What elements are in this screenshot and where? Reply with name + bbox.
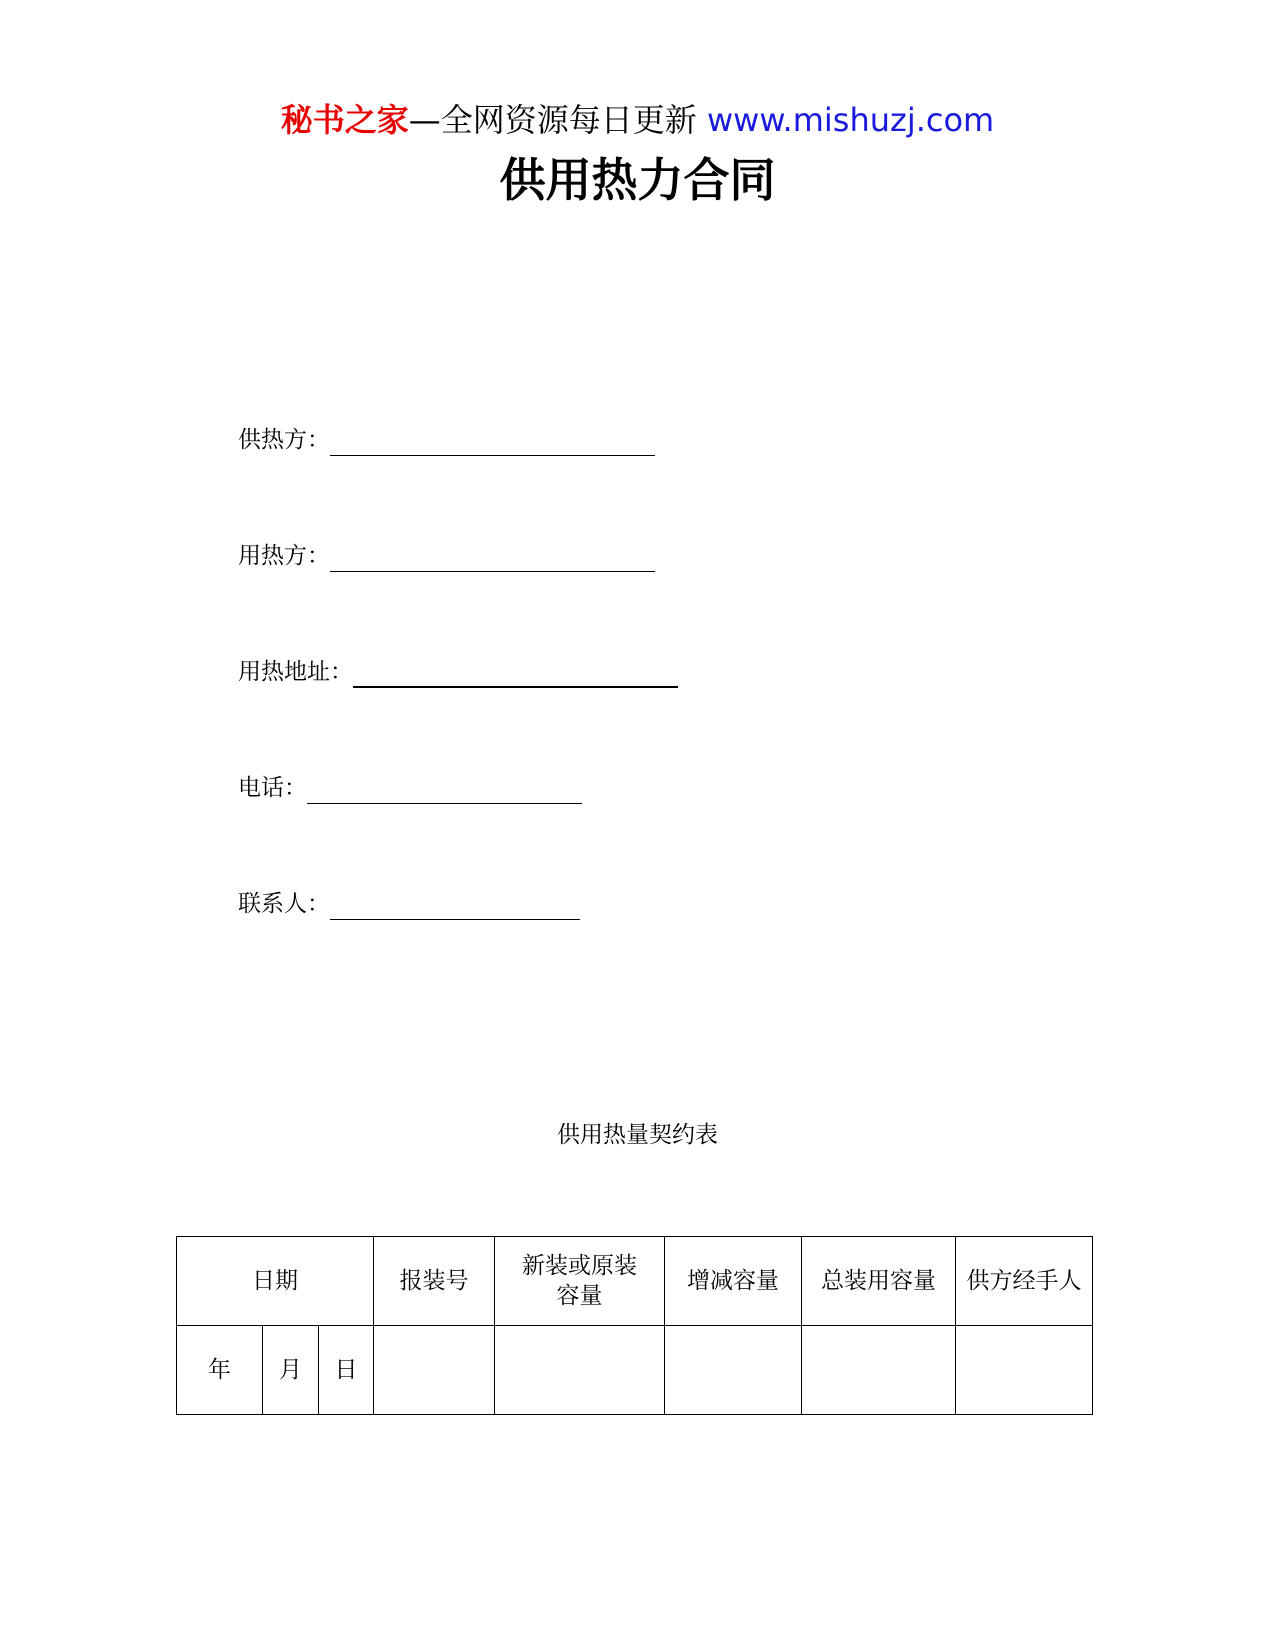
header-change-capacity: 增减容量 bbox=[665, 1237, 802, 1326]
field-label: 联系人： bbox=[238, 891, 330, 917]
table-header-row bbox=[177, 1237, 1093, 1326]
header-text: 新装或原装容量 bbox=[522, 1253, 637, 1309]
header-text: 供方经手人 bbox=[966, 1268, 1082, 1294]
header-supplier-handler bbox=[956, 1237, 1093, 1326]
blank-line[interactable] bbox=[330, 541, 655, 572]
cell-report-no[interactable] bbox=[374, 1326, 495, 1415]
blank-line[interactable] bbox=[307, 773, 582, 804]
cell-supplier-handler[interactable] bbox=[956, 1326, 1093, 1415]
banner-slogan: —全网资源每日更新 bbox=[408, 101, 697, 139]
field-label: 用热地址： bbox=[238, 659, 353, 685]
field-heat-user bbox=[238, 536, 655, 576]
field-contact bbox=[238, 884, 580, 924]
cell-year[interactable]: 年 bbox=[177, 1326, 263, 1415]
cell-new-or-original-capacity[interactable] bbox=[495, 1326, 665, 1415]
field-label: 供热方： bbox=[238, 427, 330, 453]
heat-contract-table bbox=[176, 1236, 1093, 1415]
blank-line[interactable] bbox=[330, 889, 580, 920]
document-title: 供用热力合同 bbox=[499, 153, 776, 207]
banner-url-link[interactable]: www.mishuzj.com bbox=[706, 101, 995, 139]
header-total-capacity: 总装用容量 bbox=[802, 1237, 956, 1326]
site-banner bbox=[0, 98, 1275, 142]
table-title: 供用热量契约表 bbox=[557, 1122, 718, 1148]
cell-total-capacity[interactable] bbox=[802, 1326, 956, 1415]
blank-line[interactable] bbox=[353, 656, 678, 688]
cell-change-capacity[interactable] bbox=[665, 1326, 802, 1415]
field-phone bbox=[238, 768, 582, 808]
field-heat-address bbox=[238, 652, 678, 692]
table-row bbox=[177, 1326, 1093, 1415]
field-label: 电话： bbox=[238, 775, 307, 801]
header-date: 日期 bbox=[177, 1237, 374, 1326]
cell-month[interactable]: 月 bbox=[263, 1326, 319, 1415]
cell-day[interactable]: 日 bbox=[319, 1326, 374, 1415]
header-new-or-original-capacity bbox=[495, 1237, 665, 1326]
banner-brand: 秘书之家 bbox=[280, 101, 409, 139]
field-label: 用热方： bbox=[238, 543, 330, 569]
blank-line[interactable] bbox=[330, 425, 655, 456]
field-heat-supplier bbox=[238, 420, 655, 460]
header-report-no: 报装号 bbox=[374, 1237, 495, 1326]
